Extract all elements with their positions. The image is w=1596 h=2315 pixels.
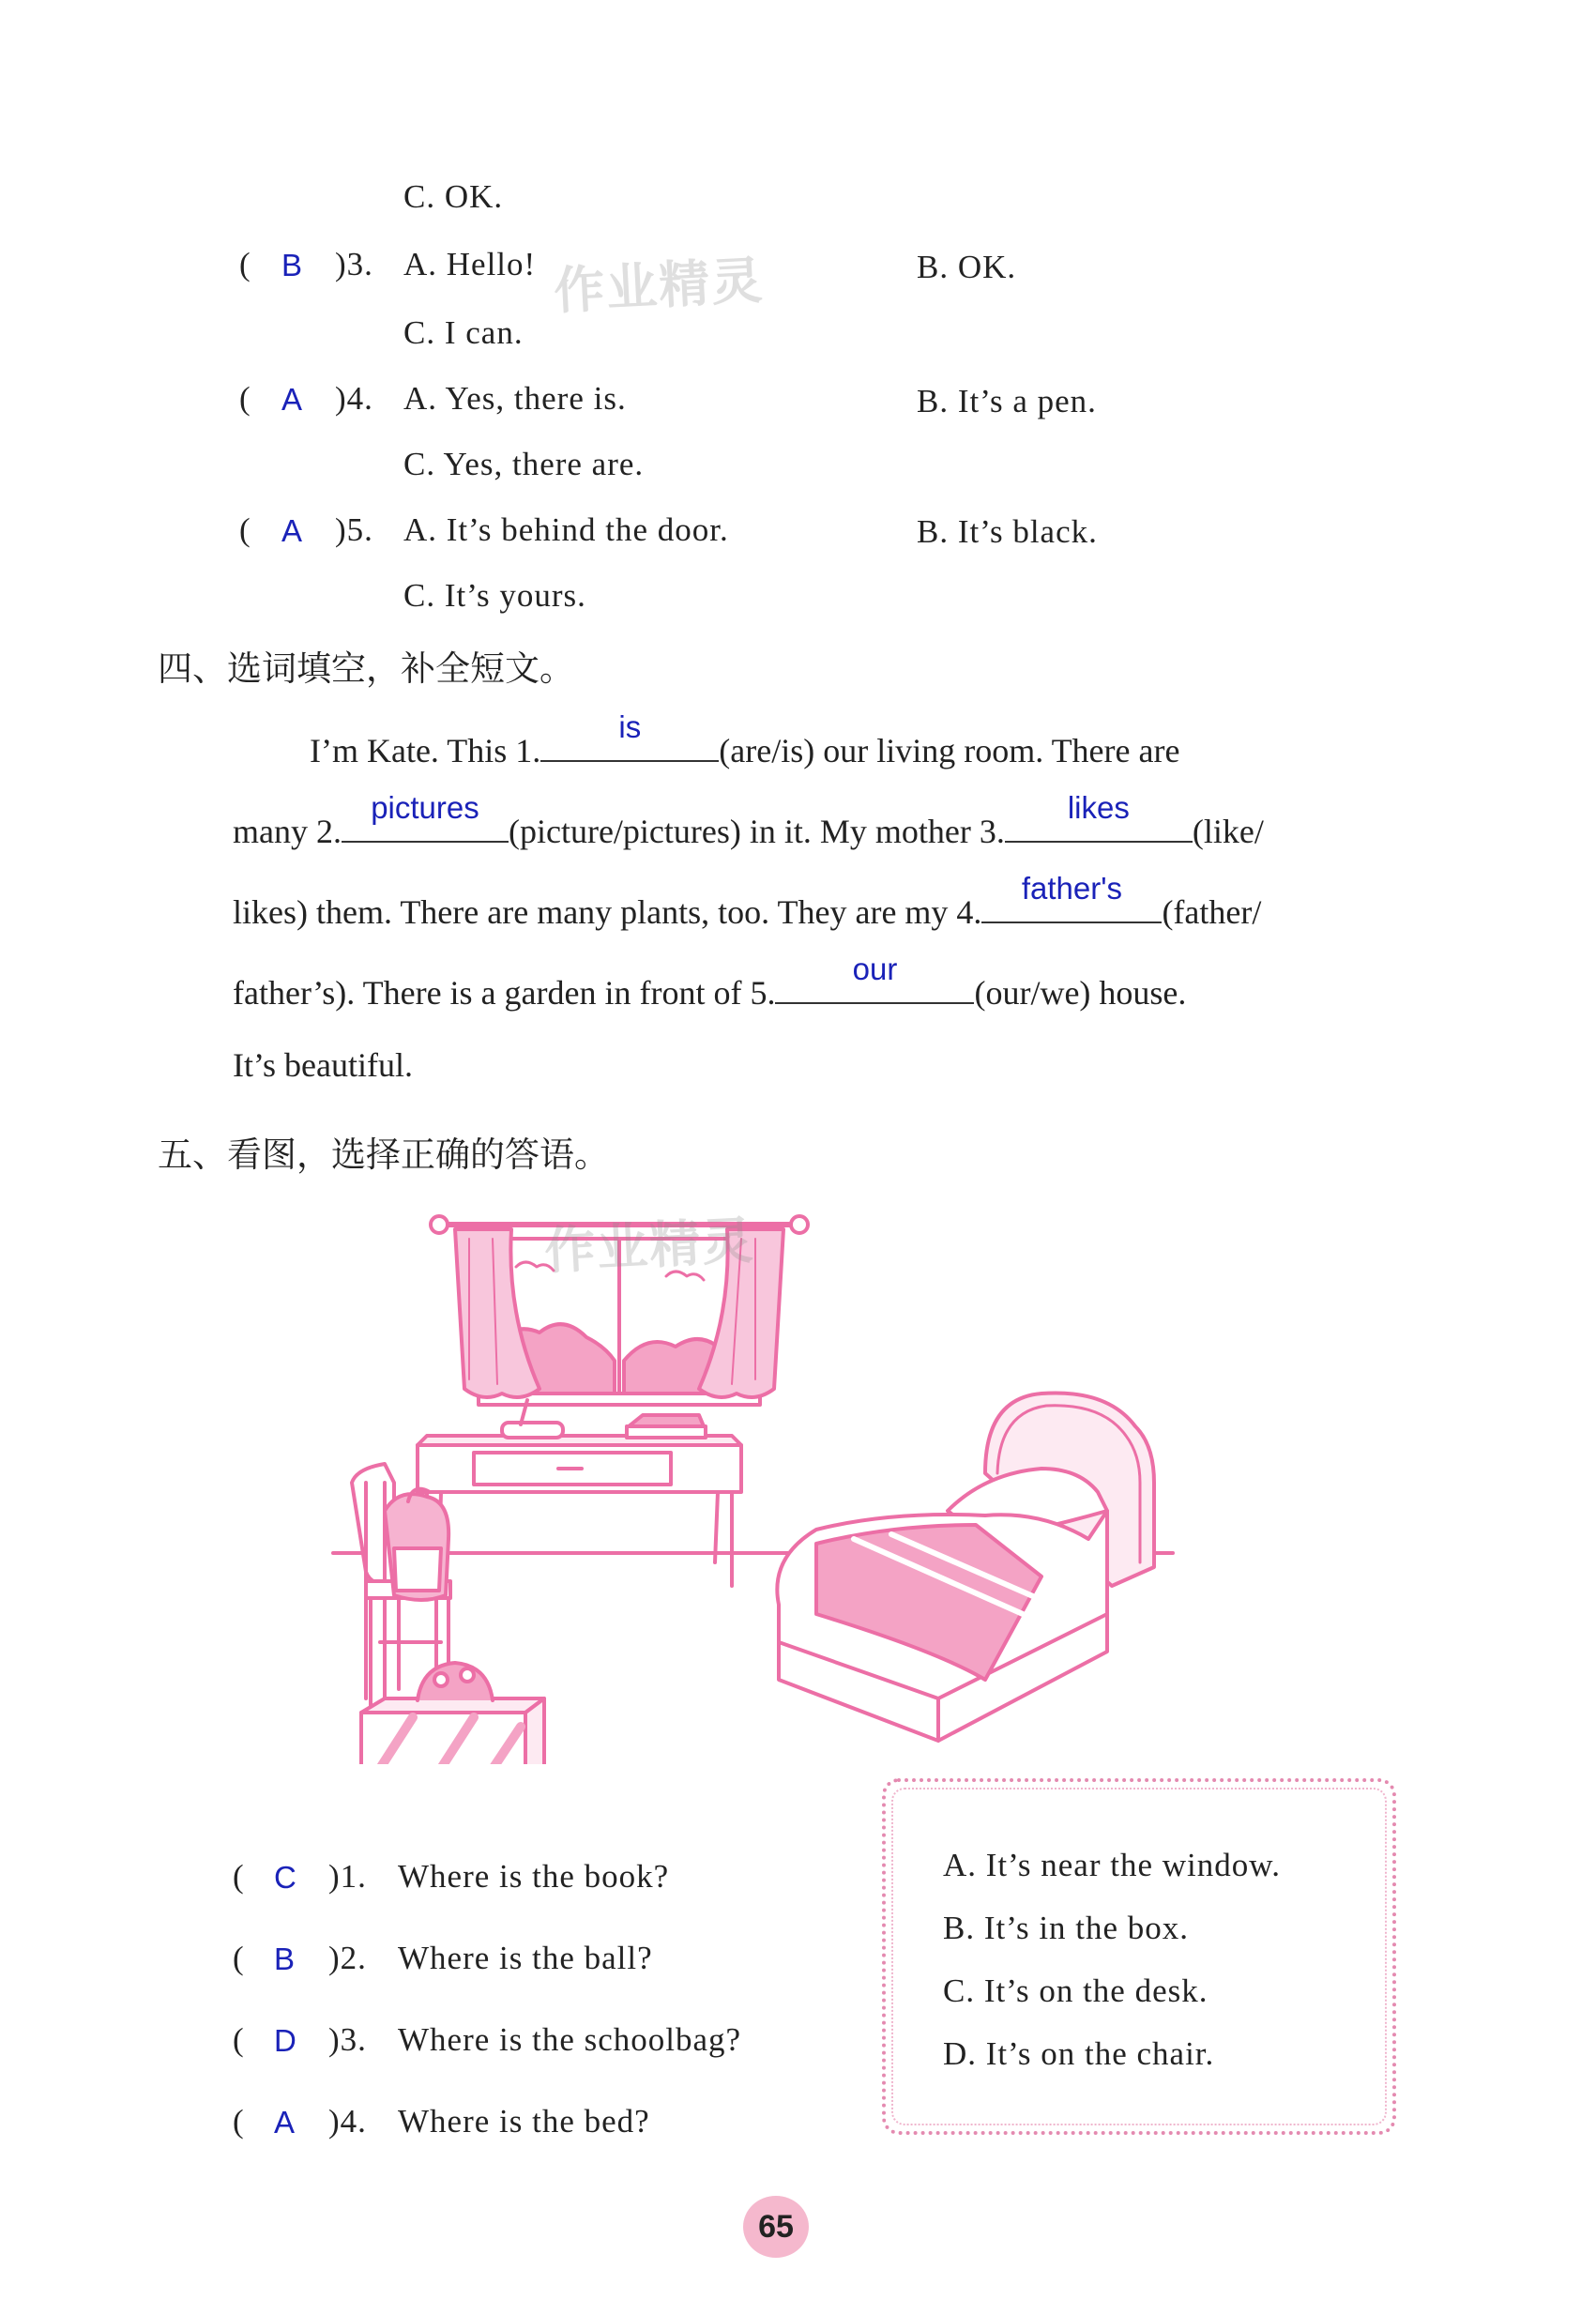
blank-4-answer: father's xyxy=(1021,871,1123,906)
options-box-inner-border xyxy=(891,1788,1387,2125)
blank-5 xyxy=(775,952,974,1004)
q5-option-a: A. It’s behind the door. xyxy=(403,511,729,548)
q5-number: )5. xyxy=(335,511,373,548)
box-icon xyxy=(361,1663,544,1764)
passage-text: likes) them. There are many plants, too. They are my 4. xyxy=(233,893,982,931)
q4-answer: A xyxy=(281,382,303,417)
option-a: A. It’s near the window. xyxy=(943,1847,1281,1883)
ball-icon xyxy=(418,1663,493,1700)
blank-2-answer: pictures xyxy=(371,790,479,825)
q4-number: )4. xyxy=(335,380,373,417)
options-box xyxy=(882,1778,1396,2135)
q5-answer: A xyxy=(281,513,303,548)
watermark: 作业精灵 xyxy=(542,1211,756,1281)
option-d: D. It’s on the chair. xyxy=(943,2035,1215,2072)
q3-option-a: A. Hello! xyxy=(403,246,537,282)
blank-1 xyxy=(540,709,719,762)
q4-option-c: C. Yes, there are. xyxy=(403,446,645,482)
q5-option-b: B. It’s black. xyxy=(917,513,1098,550)
schoolbag-icon xyxy=(385,1489,448,1600)
q3-paren-open: ( xyxy=(239,246,251,282)
desk-icon xyxy=(418,1400,741,1586)
passage-text: (father/ xyxy=(1162,893,1262,931)
passage-text: (our/we) house. xyxy=(974,974,1187,1012)
blank-2 xyxy=(342,790,509,843)
s5-q2-paren-open: ( xyxy=(233,1940,244,1976)
s5-q3-text: Where is the schoolbag? xyxy=(398,2021,742,2058)
s5-q1-answer: C xyxy=(274,1860,296,1895)
q2-option-c: C. OK. xyxy=(403,178,504,215)
blank-4 xyxy=(981,871,1162,923)
q3-answer: B xyxy=(281,248,303,282)
s5-q1-paren-open: ( xyxy=(233,1858,244,1895)
q5-option-c: C. It’s yours. xyxy=(403,577,586,614)
s5-q4-answer: A xyxy=(274,2105,296,2140)
s5-q3-answer: D xyxy=(274,2023,296,2058)
blank-3-answer: likes xyxy=(1067,790,1130,825)
option-c: C. It’s on the desk. xyxy=(943,1972,1208,2009)
q3-option-b: B. OK. xyxy=(917,249,1017,285)
section4-heading: 四、选词填空，补全短文。 xyxy=(158,648,574,689)
q5-paren-open: ( xyxy=(239,511,251,548)
passage-line-3 xyxy=(233,871,1262,932)
passage-text: I’m Kate. This 1. xyxy=(310,732,541,769)
passage-line-5: It’s beautiful. xyxy=(233,1046,413,1084)
s5-q4-number: )4. xyxy=(328,2103,367,2140)
s5-q2-answer: B xyxy=(274,1942,296,1976)
blank-5-answer: our xyxy=(852,952,898,986)
page-number: 65 xyxy=(743,2196,809,2258)
s5-q1-number: )1. xyxy=(328,1858,367,1895)
bed-icon xyxy=(777,1393,1154,1741)
q3-number: )3. xyxy=(335,246,373,282)
section5-heading: 五、看图，选择正确的答语。 xyxy=(158,1135,609,1175)
passage-line-4 xyxy=(233,952,1187,1013)
bedroom-illustration xyxy=(328,1201,1192,1764)
option-b: B. It’s in the box. xyxy=(943,1910,1190,1946)
passage-line-2 xyxy=(233,790,1264,851)
q4-option-a: A. Yes, there is. xyxy=(403,380,627,417)
passage-text: father’s). There is a garden in front of 5. xyxy=(233,974,776,1012)
blank-1-answer: is xyxy=(618,709,642,744)
q4-option-b: B. It’s a pen. xyxy=(917,383,1097,419)
s5-q2-number: )2. xyxy=(328,1940,367,1976)
passage-line-1 xyxy=(310,709,1180,770)
passage-text: (picture/pictures) in it. My mother 3. xyxy=(508,813,1005,850)
s5-q4-paren-open: ( xyxy=(233,2103,244,2140)
blank-3 xyxy=(1005,790,1193,843)
s5-q3-paren-open: ( xyxy=(233,2021,244,2058)
s5-q3-number: )3. xyxy=(328,2021,367,2058)
watermark: 作业精灵 xyxy=(552,251,766,321)
passage-text: (are/is) our living room. There are xyxy=(719,732,1180,769)
passage-text: many 2. xyxy=(233,813,342,850)
q4-paren-open: ( xyxy=(239,380,251,417)
passage-text: (like/ xyxy=(1192,813,1264,850)
s5-q1-text: Where is the book? xyxy=(398,1858,670,1895)
s5-q2-text: Where is the ball? xyxy=(398,1940,653,1976)
q3-option-c: C. I can. xyxy=(403,314,524,351)
s5-q4-text: Where is the bed? xyxy=(398,2103,650,2140)
